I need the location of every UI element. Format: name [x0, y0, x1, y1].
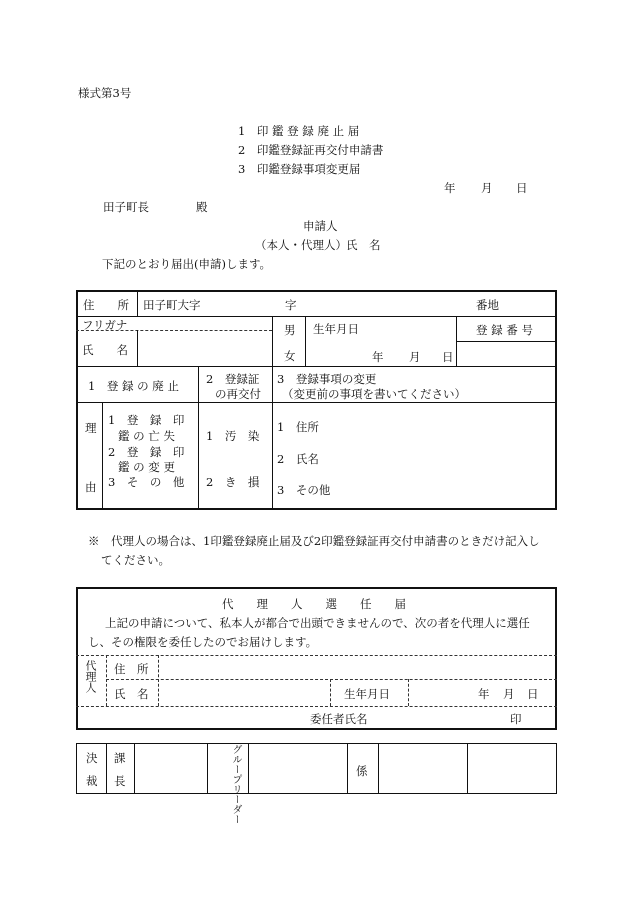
form-number: 様式第3号	[78, 86, 132, 100]
addressee-name: 田子町長	[103, 200, 149, 214]
decision-label-bottom: 裁	[86, 774, 98, 788]
type-reissue-line1: 2 登録証	[206, 372, 260, 386]
title-line-3: 3 印鑑登録事項変更届	[238, 162, 361, 176]
addressee-honorific: 殿	[196, 200, 208, 214]
proxy-title: 代 理 人 選 任 届	[222, 597, 406, 611]
date-day: 日	[516, 181, 528, 195]
birth-year: 年	[372, 350, 384, 364]
title-line-2: 2 印鑑登録証再交付申請書	[238, 143, 384, 157]
proxy-address-label: 住 所	[114, 662, 149, 676]
delegator-name-label: 委任者氏名	[310, 712, 368, 726]
note-line-2: てください。	[101, 553, 170, 567]
chief-label-bottom: 長	[114, 774, 126, 788]
reason2-stain: 1 汚 染	[206, 429, 260, 443]
proxy-text-line2: し、その権限を委任したのでお届けします。	[88, 635, 318, 649]
applicant-name-label: 氏 名	[346, 238, 381, 252]
proxy-birth-year: 年	[478, 687, 490, 701]
applicant-role: （本人・代理人）	[255, 238, 347, 252]
proxy-name-label: 氏 名	[114, 687, 149, 701]
furigana-label: フリガナ	[82, 318, 128, 332]
type-reissue-line2: の再交付	[215, 387, 261, 401]
male-label: 男	[284, 323, 296, 337]
staff-label: 係	[356, 764, 368, 778]
aza-label: 字	[285, 298, 297, 312]
reason3-name: 2 氏名	[277, 452, 319, 466]
birth-label: 生年月日	[313, 322, 359, 336]
decision-label-top: 決	[86, 751, 98, 765]
reason1-line2: 鑑 の 亡 失	[118, 429, 175, 443]
proxy-side-label: 代理人	[84, 660, 97, 693]
applicant-label: 申請人	[303, 219, 338, 233]
intro-text: 下記のとおり届出(申請)します。	[102, 257, 272, 271]
note-line-1: ※ 代理人の場合は、1印鑑登録廃止届及び2印鑑登録証再交付申請書のときだけ記入し	[88, 534, 540, 548]
proxy-text-line1: 上記の申請について、私本人が都合で出頭できませんので、次の者を代理人に選任	[105, 616, 530, 630]
proxy-birth-label: 生年月日	[344, 687, 390, 701]
seal-mark: 印	[510, 712, 522, 726]
group-leader-label: グループリーダー	[230, 744, 241, 824]
reason1-line3: 2 登 録 印	[108, 445, 185, 459]
name-label: 氏 名	[82, 343, 128, 357]
birth-month: 月	[409, 350, 421, 364]
type-change-line1: 3 登録事項の変更	[277, 372, 377, 386]
reason1-line1: 1 登 録 印	[108, 413, 185, 427]
date-year: 年	[444, 181, 456, 195]
type-change-line2: （変更前の事項を書いてください）	[282, 387, 466, 401]
reason3-other: 3 その他	[277, 483, 331, 497]
address-town: 田子町大字	[143, 298, 201, 312]
reason-label-bottom: 由	[85, 480, 97, 494]
birth-day: 日	[442, 350, 454, 364]
date-month: 月	[481, 181, 493, 195]
reason3-address: 1 住所	[277, 420, 319, 434]
chief-label-top: 課	[114, 751, 126, 765]
reason-label-top: 理	[85, 421, 97, 435]
type-abolish: 1 登 録 の 廃 止	[88, 379, 179, 393]
reason2-damage: 2 き 損	[206, 475, 260, 489]
reason1-line5: 3 そ の 他	[108, 475, 185, 489]
title-line-1: 1 印 鑑 登 録 廃 止 届	[238, 124, 360, 138]
registration-number-label: 登 録 番 号	[476, 323, 533, 337]
banchi-label: 番地	[476, 298, 499, 312]
female-label: 女	[284, 349, 296, 363]
address-label: 住 所	[83, 298, 129, 312]
reason1-line4: 鑑 の 変 更	[118, 460, 175, 474]
proxy-birth-day: 日	[527, 687, 539, 701]
proxy-birth-month: 月	[503, 687, 515, 701]
